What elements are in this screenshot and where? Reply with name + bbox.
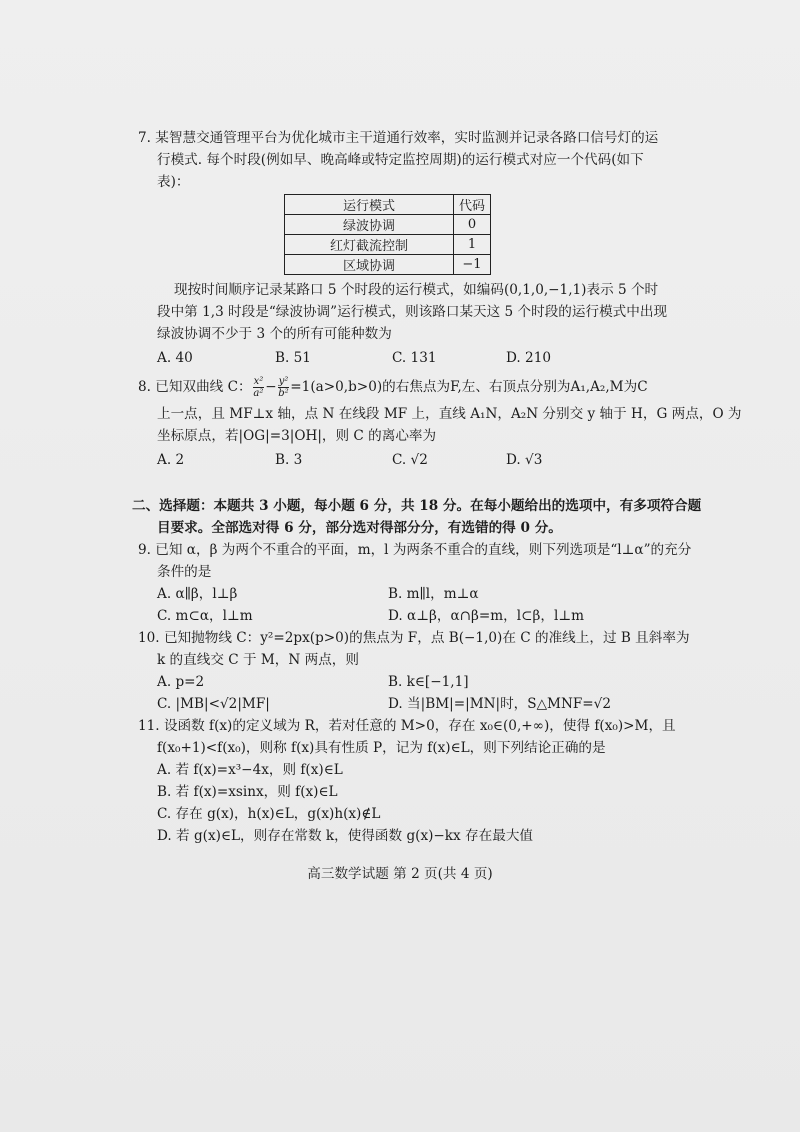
q8-fraction-x-numerator: x² — [253, 376, 264, 387]
q9-option-a: A. α∥β，l⊥β — [157, 586, 238, 602]
q8-option-a: A. 2 — [157, 452, 185, 468]
q8-option-c: C. √2 — [392, 452, 428, 468]
q9-line-1: 9. 已知 α，β 为两个不重合的平面，m，l 为两条不重合的直线，则下列选项是“l⊥α”的充分 — [138, 542, 692, 558]
q8-line-3: 坐标原点，若|OG|=3|OH|，则 C 的离心率为 — [157, 428, 437, 444]
q8-line-2: 上一点，且 MF⊥x 轴，点 N 在线段 MF 上，直线 A₁N，A₂N 分别交 y 轴于 H，G 两点，O 为 — [157, 406, 742, 422]
q8-option-d: D. √3 — [506, 452, 543, 468]
table-header-mode: 运行模式 — [285, 195, 454, 215]
table-header-code: 代码 — [454, 195, 491, 215]
table-cell: 绿波协调 — [285, 215, 454, 235]
q7-option-c: C. 131 — [392, 350, 437, 366]
table-cell: 红灯截流控制 — [285, 235, 454, 255]
q11-line-2: f(x₀+1)<f(x₀)，则称 f(x)具有性质 P，记为 f(x)∈L，则下列结论正确的是 — [157, 740, 606, 756]
q11-option-a: A. 若 f(x)=x³−4x，则 f(x)∈L — [157, 762, 343, 778]
section-2-heading-line-1: 二、选择题：本题共 3 小题，每小题 6 分，共 18 分。在每小题给出的选项中，有多项符合题 — [132, 498, 702, 514]
table-cell: 区域协调 — [285, 255, 454, 275]
q7-line-5: 段中第 1,3 时段是“绿波协调”运行模式，则该路口某天这 5 个时段的运行模式中出现 — [157, 304, 668, 320]
q8-fraction-y-numerator: y² — [278, 376, 289, 387]
q10-option-b: B. k∈[−1,1] — [388, 674, 469, 690]
mode-code-table — [284, 194, 491, 275]
q9-option-c: C. m⊂α，l⊥m — [157, 608, 253, 624]
section-2-heading-line-2: 目要求。全部选对得 6 分，部分选对得部分分，有选错的得 0 分。 — [157, 520, 562, 536]
q8-minus-sign: − — [265, 379, 277, 395]
table-cell: 1 — [454, 235, 491, 255]
q11-line-1: 11. 设函数 f(x)的定义域为 R，若对任意的 M>0，存在 x₀∈(0,+∞)，使得 f(x₀)>M，且 — [138, 718, 676, 734]
q9-option-b: B. m∥l，m⊥α — [388, 586, 479, 602]
q11-option-b: B. 若 f(x)=xsinx，则 f(x)∈L — [157, 784, 338, 800]
q10-option-d: D. 当|BM|=|MN|时，S△MNF=√2 — [388, 696, 611, 712]
q7-line-3: 表)： — [157, 174, 190, 190]
table-cell: −1 — [454, 255, 491, 275]
q8-line-1 — [138, 376, 648, 399]
q8-fraction-x-denominator: a² — [253, 388, 264, 399]
q7-line-2: 行模式. 每个时段(例如早、晚高峰或特定监控周期)的运行模式对应一个代码(如下 — [157, 152, 644, 168]
q8-fraction-y-denominator: b² — [278, 388, 289, 399]
table-row — [285, 255, 491, 275]
q7-line-6: 绿波协调不少于 3 个的所有可能种数为 — [157, 326, 392, 342]
table-cell: 0 — [454, 215, 491, 235]
table-row — [285, 215, 491, 235]
q11-option-c: C. 存在 g(x)，h(x)∈L，g(x)h(x)∉L — [157, 806, 381, 822]
q10-line-1: 10. 已知抛物线 C：y²=2px(p>0)的焦点为 F，点 B(−1,0)在 C 的准线上，过 B 且斜率为 — [138, 630, 690, 646]
q7-line-4: 现按时间顺序记录某路口 5 个时段的运行模式，如编码(0,1,0,−1,1)表示 5 个时 — [174, 282, 659, 298]
table-header-row — [285, 195, 491, 215]
table-row — [285, 235, 491, 255]
q7-option-d: D. 210 — [506, 350, 552, 366]
q8-fraction-y — [278, 376, 290, 399]
q8-prefix: 8. 已知双曲线 C： — [138, 379, 252, 395]
q9-option-d: D. α⊥β，α∩β=m，l⊂β，l⊥m — [388, 608, 584, 624]
q10-option-c: C. |MB|<√2|MF| — [157, 696, 270, 712]
q9-line-2: 条件的是 — [157, 564, 212, 580]
q11-option-d: D. 若 g(x)∈L，则存在常数 k，使得函数 g(x)−kx 存在最大值 — [157, 828, 534, 844]
q8-suffix: =1(a>0,b>0)的右焦点为F,左、右顶点分别为A₁,A₂,M为C — [290, 379, 648, 395]
q7-option-a: A. 40 — [157, 350, 193, 366]
q7-line-1: 7. 某智慧交通管理平台为优化城市主干道通行效率，实时监测并记录各路口信号灯的运 — [138, 130, 659, 146]
page-footer: 高三数学试题 第 2 页(共 4 页) — [307, 866, 493, 882]
q7-option-b: B. 51 — [275, 350, 311, 366]
q10-line-2: k 的直线交 C 于 M，N 两点，则 — [157, 652, 359, 668]
q8-option-b: B. 3 — [275, 452, 303, 468]
q8-fraction-x — [253, 376, 265, 399]
q10-option-a: A. p=2 — [157, 674, 205, 690]
